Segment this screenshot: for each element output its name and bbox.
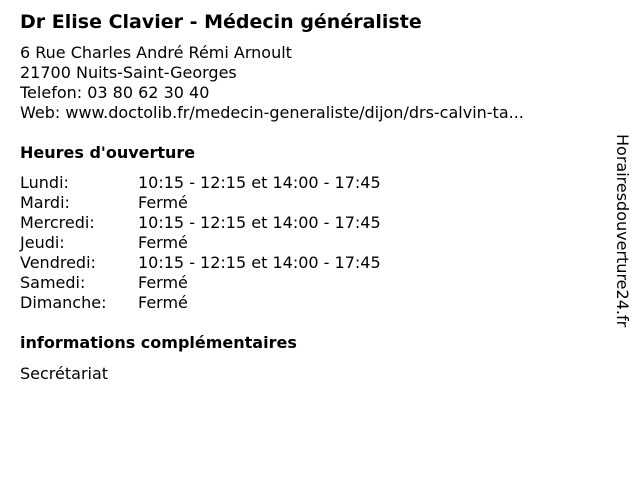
hours-value: 10:15 - 12:15 et 14:00 - 17:45 bbox=[138, 253, 381, 272]
day-label: Samedi: bbox=[20, 273, 86, 292]
day-label: Vendredi: bbox=[20, 253, 96, 272]
day-label: Lundi: bbox=[20, 173, 69, 192]
opening-hours-heading: Heures d'ouverture bbox=[20, 143, 196, 162]
day-label: Mardi: bbox=[20, 193, 70, 212]
site-watermark bbox=[612, 134, 632, 374]
phone-number: Telefon: 03 80 62 30 40 bbox=[20, 83, 210, 102]
day-label: Mercredi: bbox=[20, 213, 95, 232]
hours-value: 10:15 - 12:15 et 14:00 - 17:45 bbox=[138, 213, 381, 232]
hours-value: Fermé bbox=[138, 233, 188, 252]
hours-value: 10:15 - 12:15 et 14:00 - 17:45 bbox=[138, 173, 381, 192]
website-link[interactable]: Web: www.doctolib.fr/medecin-generaliste/dijon/drs-calvin-ta... bbox=[20, 103, 524, 122]
page-title: Dr Elise Clavier - Médecin généraliste bbox=[20, 11, 422, 33]
address-street: 6 Rue Charles André Rémi Arnoult bbox=[20, 43, 292, 62]
hours-value: Fermé bbox=[138, 293, 188, 312]
hours-value: Fermé bbox=[138, 273, 188, 292]
hours-value: Fermé bbox=[138, 193, 188, 212]
day-label: Dimanche: bbox=[20, 293, 107, 312]
additional-info-text: Secrétariat bbox=[20, 364, 109, 383]
site-watermark-text: Horairesdouverture24.fr bbox=[613, 134, 632, 328]
address-city: 21700 Nuits-Saint-Georges bbox=[20, 63, 237, 82]
additional-info-heading: informations complémentaires bbox=[20, 333, 297, 352]
day-label: Jeudi: bbox=[20, 233, 65, 252]
